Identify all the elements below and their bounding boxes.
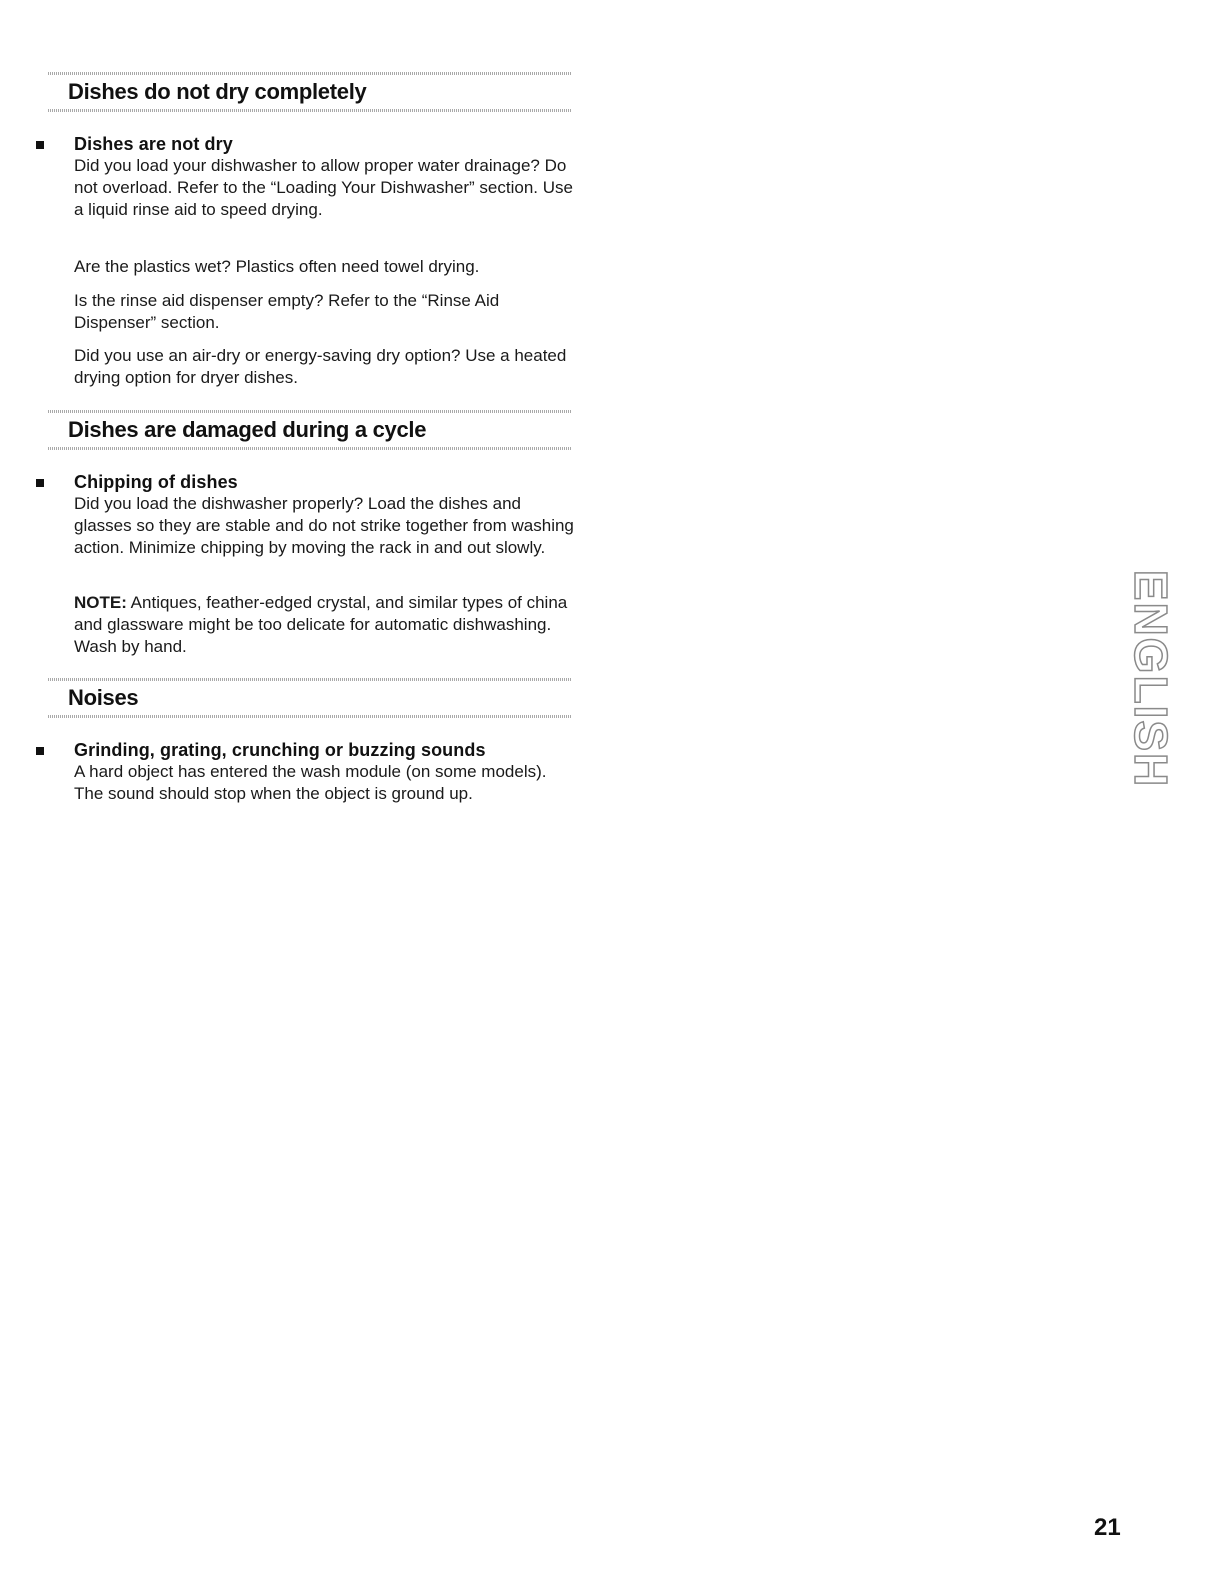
section-heading-band	[48, 678, 572, 718]
section-heading: Noises	[68, 685, 139, 710]
paragraph: Is the rinse aid dispenser empty? Refer to the “Rinse Aid Dispenser” section.	[74, 291, 500, 332]
square-bullet-icon	[36, 141, 44, 149]
heading-rule-top	[48, 410, 572, 413]
section-heading-band	[48, 72, 572, 112]
paragraph: Did you load your dishwasher to allow proper water drainage? Do not overload. Refer to the “Loading Your Dishwasher” section. Use a liquid rinse aid to speed drying.	[74, 156, 573, 219]
paragraph: Did you load the dishwasher properly? Load the dishes and glasses so they are stable and do not strike together from washing action. Minimize chipping by moving the rack in and out slowly.	[74, 494, 574, 557]
note-text: Antiques, feather-edged crystal, and similar types of china and glassware might be too delicate for automatic dishwashing. Wash by hand.	[74, 593, 568, 656]
paragraph: Did you use an air-dry or energy-saving dry option? Use a heated drying option for dryer dishes.	[74, 346, 567, 387]
language-side-tab	[1125, 566, 1177, 792]
paragraph: A hard object has entered the wash module (on some models). The sound should stop when the object is ground up.	[74, 762, 547, 803]
heading-rule-bottom	[48, 447, 572, 450]
section-heading-band	[48, 410, 572, 450]
item-title: Dishes are not dry	[74, 134, 233, 154]
heading-rule-top	[48, 678, 572, 681]
section-heading: Dishes are damaged during a cycle	[68, 417, 427, 442]
item-title: Grinding, grating, crunching or buzzing sounds	[74, 740, 486, 760]
page-number: 21	[1094, 1514, 1121, 1541]
section-heading: Dishes do not dry completely	[68, 79, 367, 104]
note-paragraph	[74, 592, 574, 658]
heading-rule-top	[48, 72, 572, 75]
square-bullet-icon	[36, 479, 44, 487]
item-title: Chipping of dishes	[74, 472, 238, 492]
paragraph: Are the plastics wet? Plastics often need towel drying.	[74, 257, 480, 276]
language-label: ENGLISH	[1125, 569, 1177, 789]
heading-rule-bottom	[48, 109, 572, 112]
heading-rule-bottom	[48, 715, 572, 718]
square-bullet-icon	[36, 747, 44, 755]
note-label: NOTE:	[74, 593, 127, 612]
